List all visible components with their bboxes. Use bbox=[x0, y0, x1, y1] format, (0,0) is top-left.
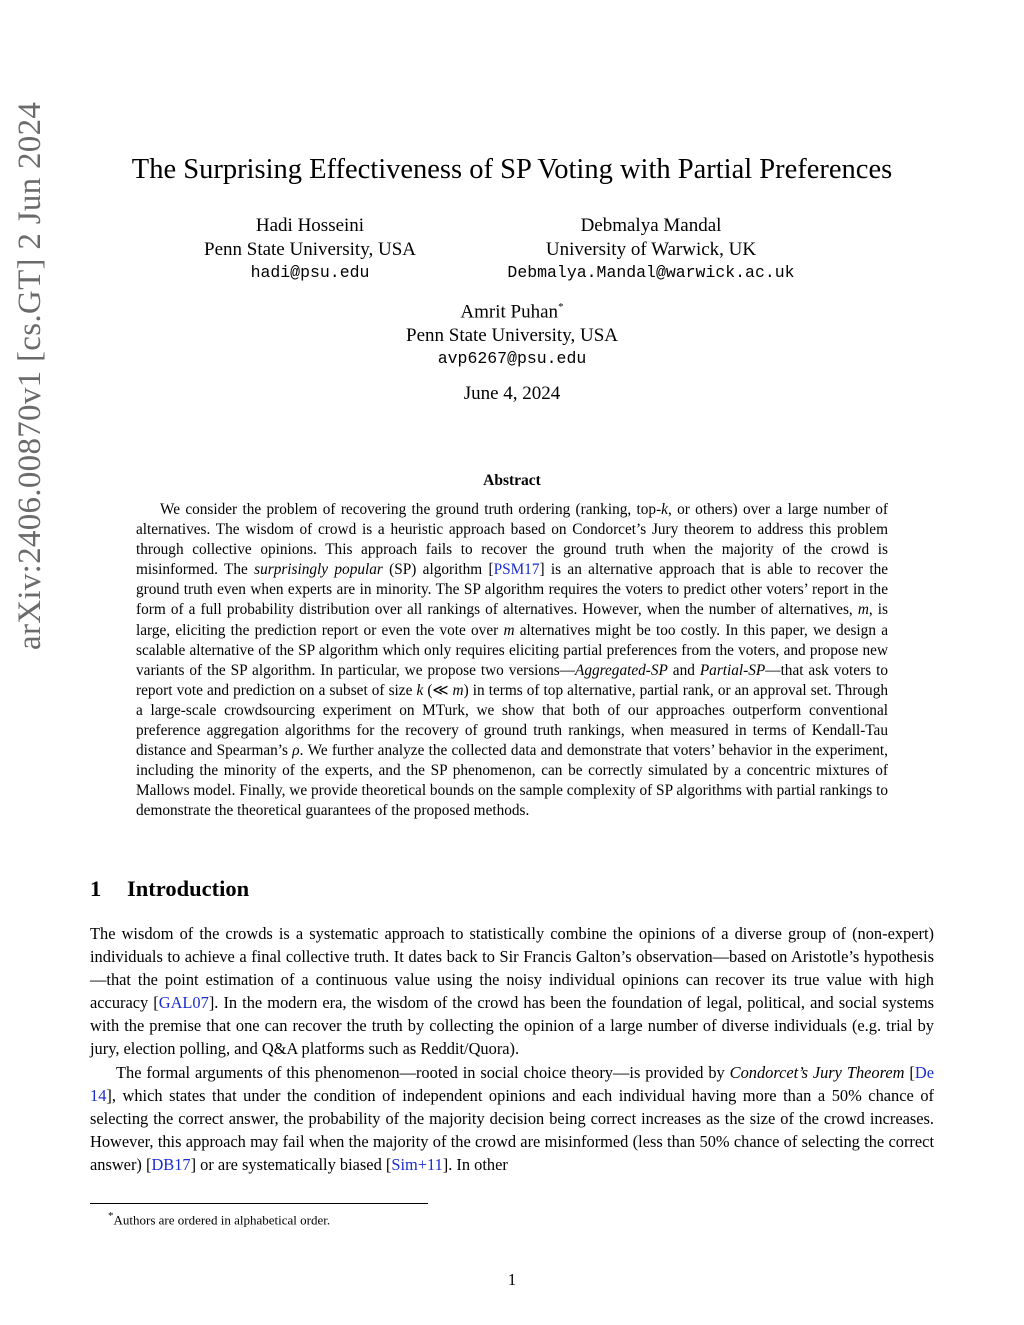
author-name: Amrit Puhan bbox=[460, 301, 559, 323]
author-block-2 bbox=[466, 214, 836, 285]
paragraph: The wisdom of the crowds is a systematic approach to statistically combine the opinions of a diverse group of (non-expert) individuals to achieve a final collective truth. It dates back to Sir Francis Galton’s observation—based on Aristotle’s hypothesis—that the point estimation of a continuous value using the noisy individual opinions can recover its true value with high accuracy [GAL07]. In the modern era, the wisdom of the crowd has been the foundation of legal, political, and social systems with the premise that one can recover the truth by collecting the opinion of a large number of diverse individuals (e.g. trial by jury, election polling, and Q&A platforms such as Reddit/Quora). bbox=[90, 924, 934, 1059]
introduction-body bbox=[90, 922, 934, 1176]
author-affiliation: University of Warwick, UK bbox=[545, 238, 757, 260]
author-affiliation: Penn State University, USA bbox=[204, 238, 416, 260]
citation-link[interactable]: De 14 bbox=[90, 1062, 934, 1105]
author-email[interactable]: hadi@psu.edu bbox=[250, 263, 370, 282]
author-name: Debmalya Mandal bbox=[580, 215, 722, 236]
abstract-text: We consider the problem of recovering the ground truth ordering (ranking, top-k, or others) over a large number of alternatives. The wisdom of crowd is a heuristic approach based on Condorcet’s Jury theorem to address this problem through collective opinions. This approach fails to recover the ground truth when the majority of the crowd is misinformed. The surprisingly popular (SP) algorithm [PSM17] is an alternative approach that is able to recover the ground truth even when experts are in minority. The SP algorithm requires the voters to predict other voters’ report in the form of a full probability distribution over all rankings of alternatives. However, when the number of alternatives, m, is large, eliciting the prediction report or even the vote over m alternatives might be too costly. In this paper, we design a scalable alternative of the SP algorithm which only requires eliciting partial preferences from the voters, and propose new variants of the SP algorithm. In particular, we propose two versions—Aggregated-SP and Partial-SP—that ask voters to report vote and prediction on a subset of size k (≪ m) in terms of top alternative, partial rank, or an approval set. Through a large-scale crowdsourcing experiment on MTurk, we show that both of our approaches outperform conventional preference aggregation algorithms for the recovery of ground truth rankings, when measured in terms of Kendall-Tau distance and Spearman’s ρ. We further analyze the collected data and demonstrate that voters’ behavior in the experiment, including the minority of the experts, and the SP phenomenon, can be correctly simulated by a concentric mixtures of Mallows model. Finally, we provide theoretical bounds on the sample complexity of SP algorithms with partial rankings to demonstrate the theoretical guarantees of the proposed methods. bbox=[136, 501, 889, 820]
author-block-1 bbox=[170, 214, 450, 285]
author-email[interactable]: avp6267@psu.edu bbox=[437, 349, 587, 369]
author-name: Hadi Hosseini bbox=[255, 215, 365, 236]
author-affiliation: Penn State University, USA bbox=[406, 324, 618, 346]
author-block-3 bbox=[312, 296, 712, 371]
section-title: Introduction bbox=[127, 876, 250, 901]
footnote-text: Authors are ordered in alphabetical order. bbox=[113, 1212, 331, 1228]
footnote-marker: * bbox=[108, 1210, 114, 1222]
abstract-heading: Abstract bbox=[483, 472, 541, 489]
section-number: 1 bbox=[90, 876, 102, 901]
footnote bbox=[108, 1210, 330, 1228]
citation-link[interactable]: GAL07 bbox=[158, 993, 209, 1013]
arxiv-identifier: arXiv:2406.00870v1 [cs.GT] 2 Jun 2024 bbox=[12, 101, 48, 650]
author-name-line bbox=[312, 296, 712, 324]
footnote-divider bbox=[90, 1203, 428, 1204]
citation-link[interactable]: Sim+11 bbox=[391, 1154, 443, 1174]
footnote-marker: * bbox=[558, 301, 564, 313]
paper-title: The Surprising Effectiveness of SP Voting with Partial Preferences bbox=[131, 154, 893, 185]
citation-link[interactable]: PSM17 bbox=[493, 561, 540, 579]
citation-link[interactable]: DB17 bbox=[151, 1154, 191, 1174]
page-number: 1 bbox=[507, 1270, 517, 1289]
author-email[interactable]: Debmalya.Mandal@warwick.ac.uk bbox=[507, 263, 795, 282]
paragraph: The formal arguments of this phenomenon—rooted in social choice theory—is provided by Condorcet’s Jury Theorem [De 14], which states that under the condition of independent opinions and each individual having more than a 50% chance of selecting the correct answer, the probability of the majority decision being correct increases as the size of the crowd increases. However, this approach may fail when the majority of the crowd are misinformed (less than 50% chance of selecting the correct answer) [DB17] or are systematically biased [Sim+11]. In other bbox=[90, 1062, 934, 1174]
paper-date: June 4, 2024 bbox=[463, 383, 561, 404]
section-heading bbox=[90, 876, 249, 902]
